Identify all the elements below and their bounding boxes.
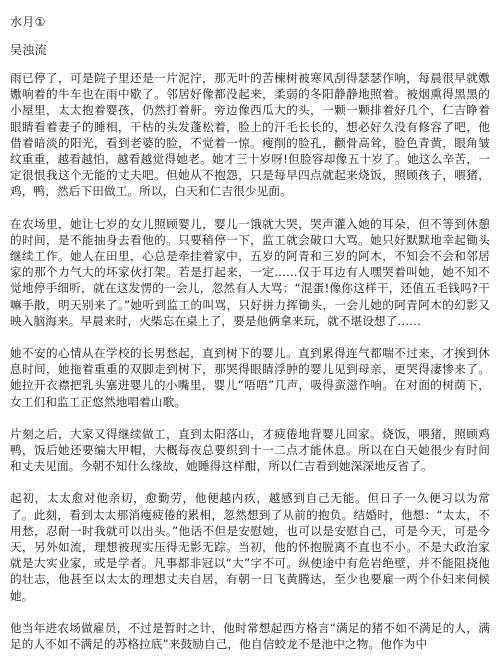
paragraph-4: 片刻之后，大家又得继续做工，直到太阳落山，才疲倦地背婴儿回家。烧饭，喂猪，照顾鸡鸭，饭后她还要编大甲帽，大概每夜总要织到十一二点才能休息。所以在白天她很少有时间和丈夫见面。今朝不知什么缘故，她睡得这样酣，所以仁吉看到她深深地反省了。	[10, 426, 490, 474]
document-body	[10, 70, 490, 652]
document-author: 吴浊流	[10, 43, 47, 57]
paragraph-6: 他当年进农场做雇员，不过是暂时之计，他时常想起西方格言“满足的猪不如不满足的人，满足的人不如不满足的苏格拉底”来鼓励自己，他自信蛟龙不是池中之物。他作为中	[10, 620, 490, 652]
paragraph-5: 起初，太太愈对他亲切，愈勤劳，他便越内疚，越感到自己无能。但日子一久便习以为常了。此刻，看到太太那消瘦疲倦的累相，忽然想到了从前的抱负。结婚时，他想：“太太，不用愁，忍耐一时我就可以出头。”他话不但是安慰她，也可以是安慰自己，可是今天，可是今天，另外如流，理想被现实压得无影无踪。当初，他的怀抱脱离不直也不小。不是大政治家就是大实业家，或是学者。凡事都非冠以“大”字不可。纵使途中有危岩绝壁，并不能阻挠他的壮志，他甚至以太太的理想丈夫自居，有朝一日飞黄腾达，至少也要雇一两个仆妇来伺候她。	[10, 491, 490, 603]
paragraph-1: 雨已停了，可是院子里还是一片泥泞，那无叶的苦楝树被寒风刮得瑟瑟作响，每晨很早就嫐嫐响着的牛车也在雨中歇了。邻居好像都没起来，柔弱的冬阳静静地照着。被烟熏得黑黑的小屋里，太太抱着婴孩，仍然打着鼾。旁边像西瓜大的头，一颗一颗排着好几个，仁吉睁着眼睛看着妻子的睡相，干枯的头发蓬松着，脸上的汗毛长长的，想必好久没有修容了吧，他借着暗淡的阳光，看到老婆的脸，不觉着一惊。瘦削的脸孔，颧骨高耸，脸色青黄，眼角皱纹重重，越看越怕，越看越觉得她老。她才三十岁呀!但脸容却像五十岁了。她这么辛苦，一定很恨我这个无能的丈夫吧。但她从不抱怨，只是每早四点就起来烧饭，照顾孩子，喂猪，鸡，鸭，然后下田做工。所以，白天和仁吉很少见面。	[10, 71, 490, 199]
paragraph-3: 她不安的心情从在学校的长男愁起，直到树下的婴儿。直到累得连气都喘不过来，才挨到休息时间，她拖着重重的双脚走到树下，那哭得眼睛浮肿的婴儿见到母亲，更哭得凄惨来了。她拉开衣襟把乳头塞进婴儿的小嘴里，婴儿“唔唔”几声，吸得蛮滋作响。在对面的树荫下，女工们和监工正悠然地唱着山歌。	[10, 346, 490, 409]
document-title: 水月①	[10, 15, 46, 29]
paragraph-2: 在农场里，她让七岁的女儿照顾婴儿，婴儿一饿就大哭，哭声灌入她的耳朵，但不等到休憩的时间，是不能抽身去看他的。只要稍停一下，监工就会破口大骂。她只好默默地幸起锄头继续工作。她人在田里，心总是牵挂着家中，五岁的阿青和三岁的阿木，不知会不会和邻居家的那个力气大的坏家伙打架。若是打起来，一定……仅于耳边有人嘿哭着叫她，她不知不觉地停手细听，就在这发愣的一会儿，忽然有人大骂：“混蛋!像你这样干，还值五毛钱吗?干嘛手散，明天别来了。”她听到监工的叫骂，只好拼力挥锄头，一会儿她的阿青阿木的幻影又映入脑海来。早晨来时，火柴忘在桌上了，要是他俩拿来玩，就不堪设想了……	[10, 216, 490, 328]
